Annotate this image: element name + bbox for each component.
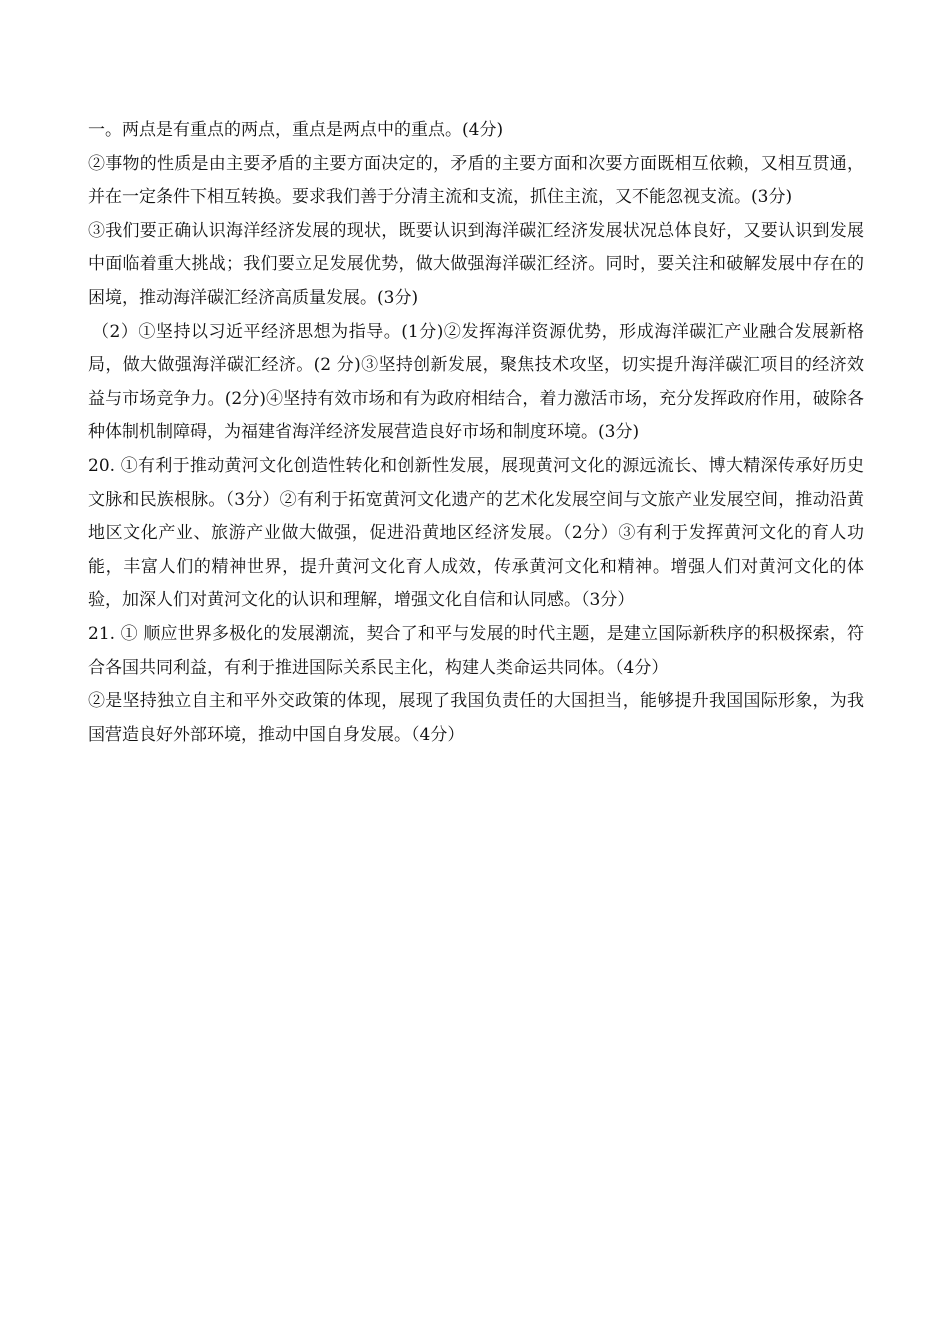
answer-question-21-point-2: ②是坚持独立自主和平外交政策的体现，展现了我国负责任的大国担当，能够提升我国国际形象，为我国营造良好外部环境，推动中国自身发展。（4分）	[88, 691, 864, 745]
answer-point-2: ②事物的性质是由主要矛盾的主要方面决定的，矛盾的主要方面和次要方面既相互依赖，又相互贯通，并在一定条件下相互转换。要求我们善于分清主流和支流，抓住主流，又不能忽视支流。(3分)	[88, 153, 864, 208]
document-page	[88, 114, 864, 752]
answer-question-20: 20. ①有利于推动黄河文化创造性转化和创新性发展，展现黄河文化的源远流长、博大精深传承好历史文脉和民族根脉。（3分）②有利于拓宽黄河文化遗产的艺术化发展空间与文旅产业发展空间，推动沿黄地区文化产业、旅游产业做大做强，促进沿黄地区经济发展。（2分）③有利于发挥黄河文化的育人功能，丰富人们的精神世界，提升黄河文化育人成效，传承黄河文化和精神。增强人们对黄河文化的体验，加深人们对黄河文化的认识和理解，增强文化自信和认同感。（3分）	[88, 455, 864, 611]
answer-line-1: 一。两点是有重点的两点，重点是两点中的重点。(4分)	[88, 120, 504, 140]
answer-part-2: （2）①坚持以习近平经济思想为指导。(1分)②发挥海洋资源优势，形成海洋碳汇产业融合发展新格局，做大做强海洋碳汇经济。(2 分)③坚持创新发展，聚焦技术攻坚，切实提升海洋碳汇项目的经济效益与市场竞争力。(2分)④坚持有效市场和有为政府相结合，着力激活市场，充分发挥政府作用，破除各种体制机制障碍，为福建省海洋经济发展营造良好市场和制度环境。(3分)	[88, 321, 864, 443]
answer-question-21-point-1: 21. ① 顺应世界多极化的发展潮流，契合了和平与发展的时代主题，是建立国际新秩序的积极探索，符合各国共同利益，有利于推进国际关系民主化，构建人类命运共同体。（4分）	[88, 623, 864, 678]
answer-point-3: ③我们要正确认识海洋经济发展的现状，既要认识到海洋碳汇经济发展状况总体良好，又要认识到发展中面临着重大挑战；我们要立足发展优势，做大做强海洋碳汇经济。同时，要关注和破解发展中存在的困境，推动海洋碳汇经济高质量发展。(3分)	[88, 220, 864, 308]
